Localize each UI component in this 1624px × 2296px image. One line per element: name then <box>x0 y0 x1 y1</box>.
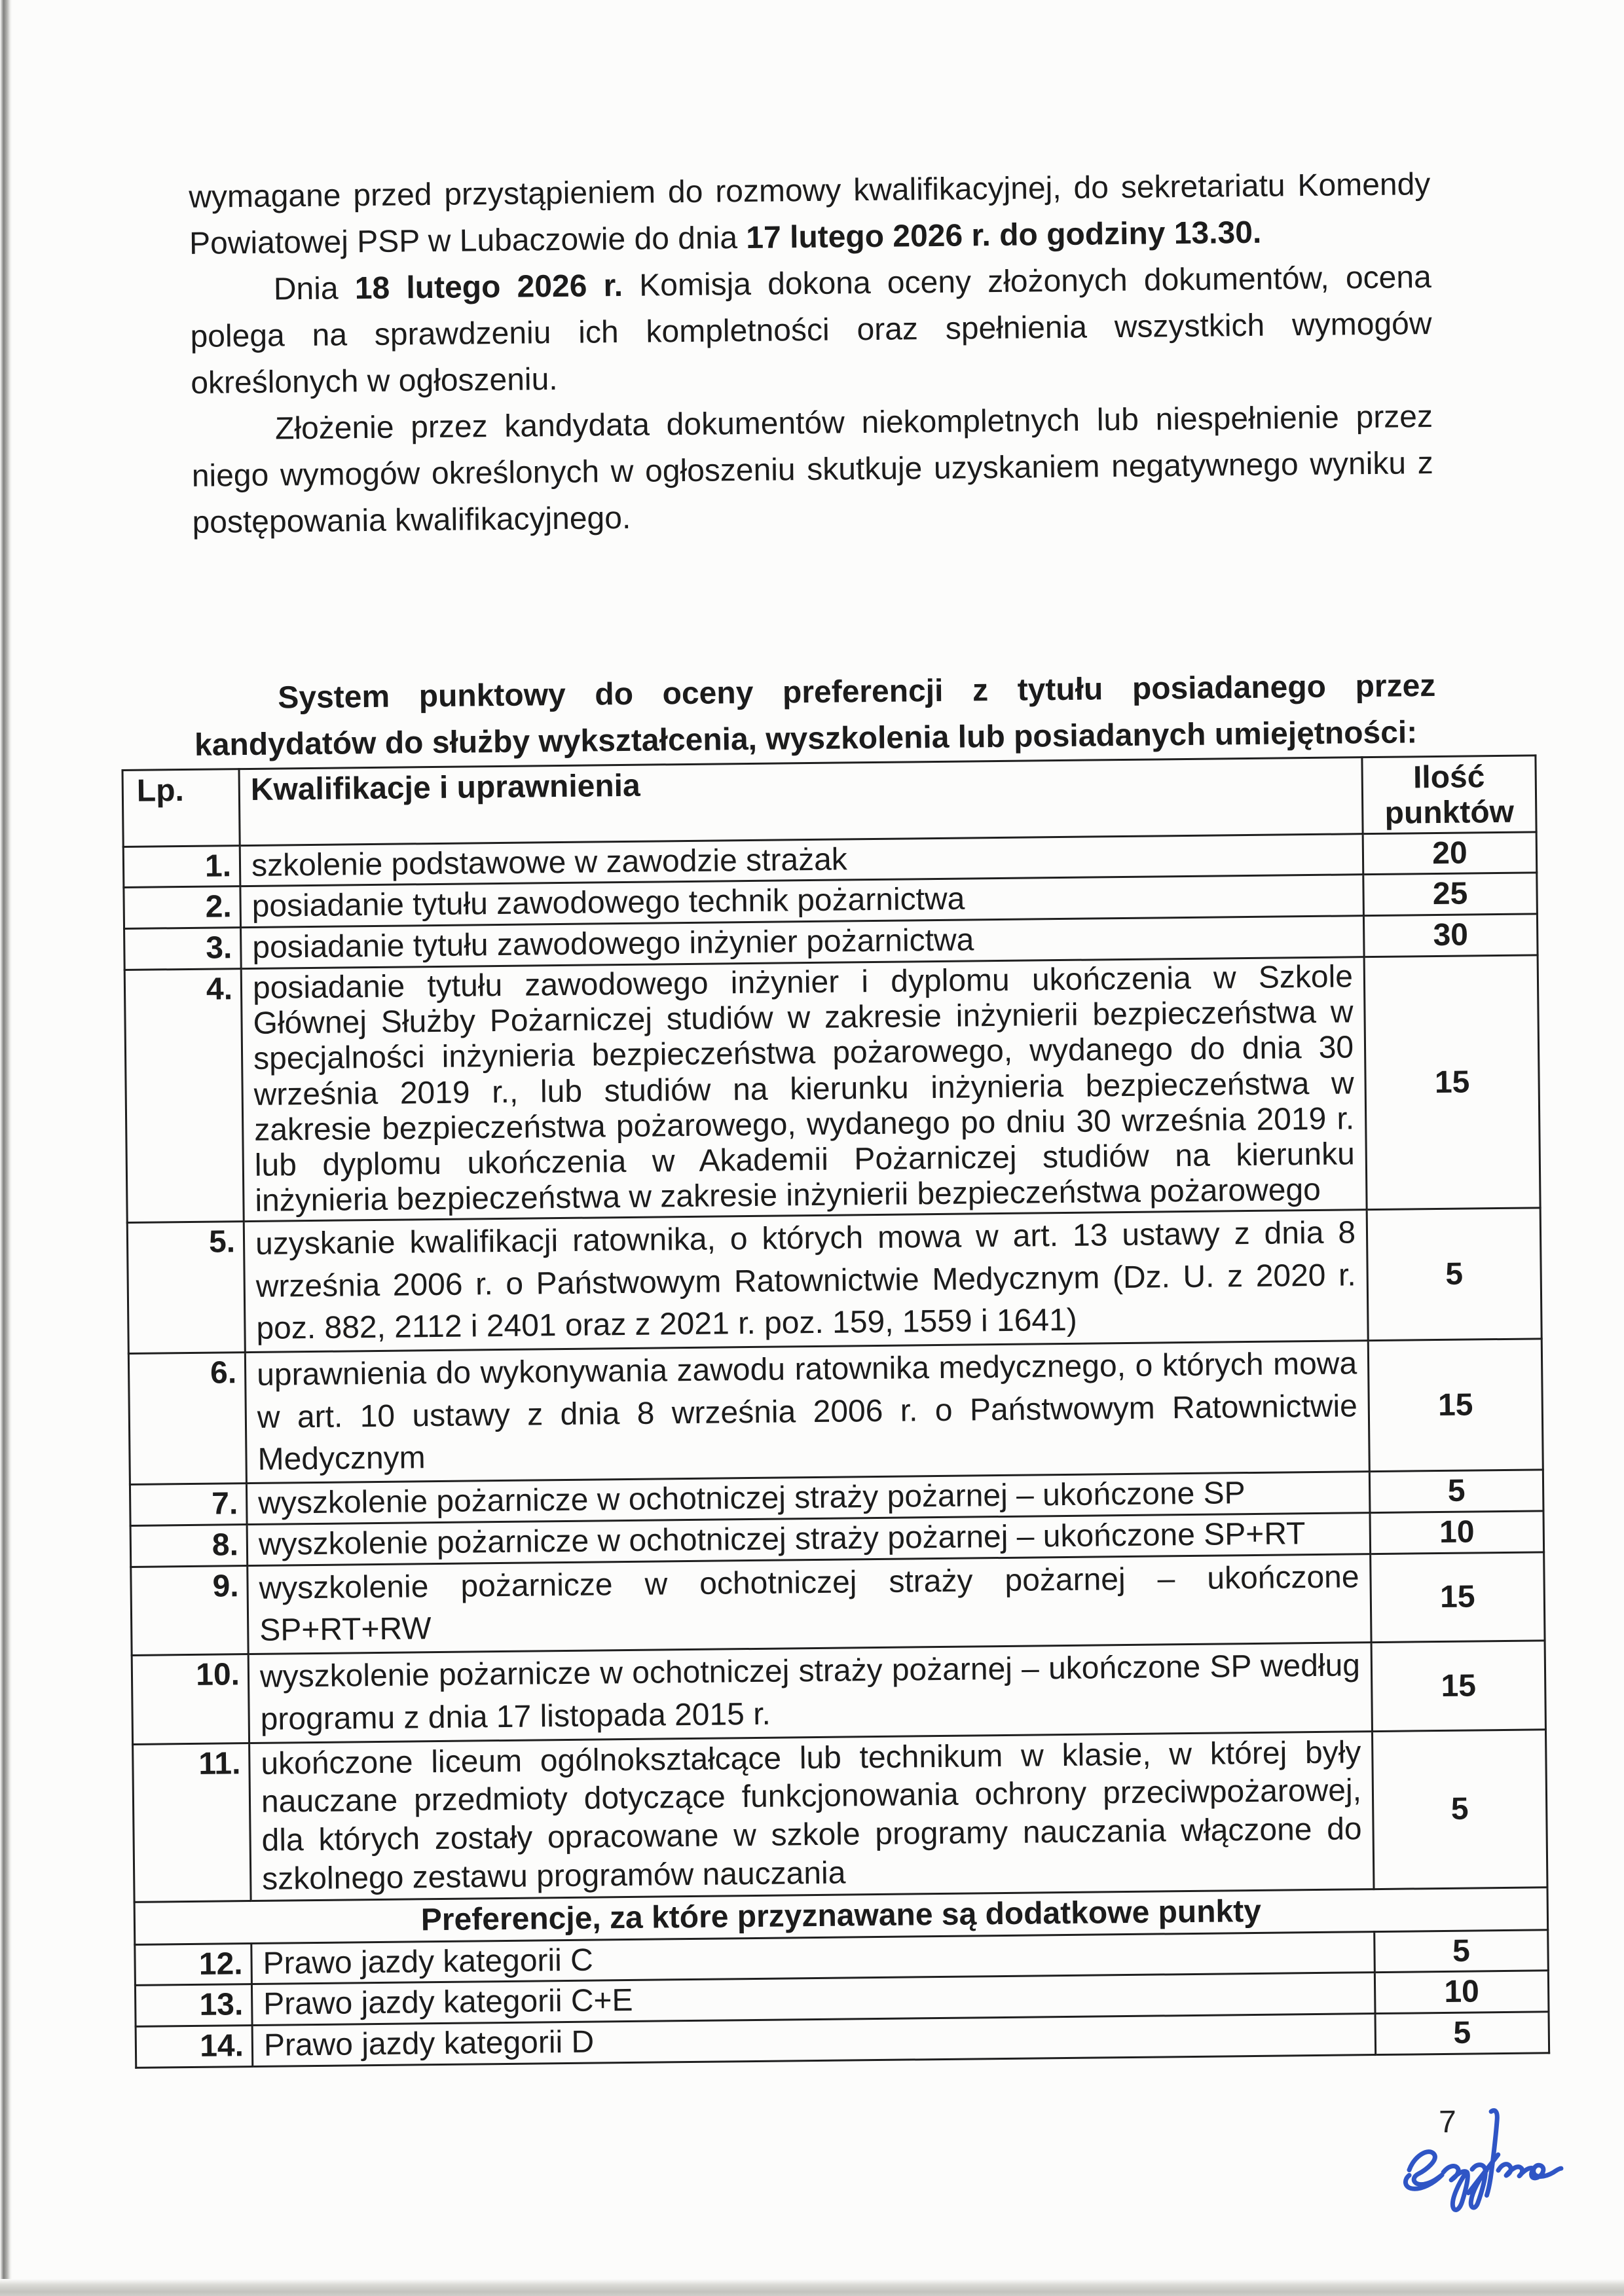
row-qualification: posiadanie tytułu zawodowego inżynier pożarnictwa <box>241 916 1365 969</box>
row-number: 2. <box>124 886 241 929</box>
row-qualification: Prawo jazdy kategorii C <box>251 1931 1375 1984</box>
table-header-row <box>122 756 1536 847</box>
row-qualification: wyszkolenie pożarnicze w ochotniczej straży pożarnej – ukończone SP+RT+RW <box>248 1554 1371 1654</box>
scan-edge-bottom <box>0 2279 1624 2296</box>
points-table <box>121 755 1550 2069</box>
paragraph-text: wymagane przed przystąpieniem do rozmowy kwalifikacyjnej, do sekretariatu Komendy Powiatowej PSP w Lubaczowie do dnia <box>189 167 1431 261</box>
row-points: 5 <box>1367 1208 1541 1341</box>
row-number: 1. <box>123 845 240 888</box>
row-points: 15 <box>1364 955 1540 1210</box>
signature-scribble-icon <box>1394 2105 1566 2225</box>
preferences-section-header: Preferencje, za które przyznawane są dodatkowe punkty <box>134 1887 1548 1944</box>
row-points: 10 <box>1375 1971 1549 2013</box>
paragraph-text: Złożenie przez kandydata dokumentów niekompletnych lub niespełnienie przez niego wymogów określonych w ogłoszeniu skutkuje uzyskaniem negatywnego wyniku z postępowania kwalifikacyjnego. <box>191 399 1433 541</box>
row-qualification: uprawnienia do wykonywania zawodu ratownika medycznego, o których mowa w art. 10 ustawy z dnia 8 września 2006 r. o Państwowym Ratownictwie Medycznym <box>245 1341 1369 1484</box>
row-qualification: wyszkolenie pożarnicze w ochotniczej straży pożarnej – ukończone SP według programu z dnia 17 listopada 2015 r. <box>248 1643 1372 1743</box>
row-qualification: wyszkolenie pożarnicze w ochotniczej straży pożarnej – ukończone SP+RT <box>247 1513 1371 1566</box>
header-points: Ilość punktów <box>1362 756 1536 833</box>
row-points: 15 <box>1368 1339 1543 1472</box>
row-qualification: ukończone liceum ogólnokształcące lub technikum w klasie, w której były nauczane przedmioty dotyczące funkcjonowania ochrony przeciwpożarowej, dla których zostały opracowane w szkole programy nauczania włączone do szkolnego zestawu programów nauczania <box>249 1732 1374 1901</box>
paragraph-text: Dnia <box>273 271 356 307</box>
row-qualification: szkolenie podstawowe w zawodzie strażak <box>240 833 1363 886</box>
row-number: 13. <box>135 1984 252 2027</box>
row-number: 3. <box>124 928 242 970</box>
paragraph-commission <box>189 254 1432 407</box>
scan-edge-left <box>0 0 12 2296</box>
deadline-date-bold: 17 lutego 2026 r. do godziny 13.30. <box>746 215 1262 256</box>
row-qualification: uzyskanie kwalifikacji ratownika, o których mowa w art. 13 ustawy z dnia 8 września 2006 r. o Państwowym Ratownictwie Medycznym (Dz. U. z 2020 r. poz. 882, 2112 i 2401 oraz z 2021 r. poz. 159, 1559 i 1641) <box>244 1210 1368 1353</box>
row-qualification: posiadanie tytułu zawodowego technik pożarnictwa <box>240 875 1364 928</box>
row-qualification: posiadanie tytułu zawodowego inżynier i dyplomu ukończenia w Szkole Głównej Służby Pożarniczej studiów w zakresie inżynierii bezpieczeństwa w specjalności inżynieria bezpieczeństwa pożarowego, wydanego do dnia 30 września 2019 r., lub studiów na kierunku inżynieria bezpieczeństwa w zakresie bezpieczeństwa pożarowego, wydanego po dniu 30 września 2019 r. lub dyplomu ukończenia w Akademii Pożarniczej studiów na kierunku inżynieria bezpieczeństwa w zakresie inżynierii bezpieczeństwa pożarowego <box>241 957 1367 1222</box>
row-number: 9. <box>131 1565 248 1655</box>
row-points: 5 <box>1369 1470 1543 1512</box>
row-number: 8. <box>130 1525 248 1567</box>
paragraph-incomplete-docs <box>191 393 1434 546</box>
row-number: 7. <box>130 1484 247 1526</box>
points-system-heading: System punktowy do oceny preferencji z tytułu posiadanego przez kandydatów do służby wykształcenia, wyszkolenia lub posiadanych umiejętności: <box>194 668 1436 763</box>
page-number: 7 <box>1438 2104 1457 2140</box>
row-points: 10 <box>1370 1511 1544 1554</box>
table-row <box>128 1339 1543 1485</box>
row-qualification: Prawo jazdy kategorii D <box>252 2014 1376 2067</box>
table-row <box>132 1641 1545 1744</box>
row-points: 30 <box>1363 914 1538 957</box>
row-number: 4. <box>124 968 244 1222</box>
row-points: 15 <box>1371 1552 1545 1643</box>
document-body <box>115 160 1548 2068</box>
row-qualification: Prawo jazdy kategorii C+E <box>251 1973 1375 2026</box>
header-lp: Lp. <box>122 769 240 847</box>
row-number: 14. <box>136 2026 253 2068</box>
row-points: 5 <box>1375 1930 1549 1973</box>
table-row <box>127 1208 1541 1354</box>
row-number: 5. <box>127 1222 245 1354</box>
row-number: 10. <box>132 1654 249 1744</box>
row-number: 6. <box>128 1353 246 1485</box>
paragraph-text: Komisja dokona oceny złożonych dokumentów, ocena polega na sprawdzeniu ich kompletności oraz spełnienia wszystkich wymogów określonych w ogłoszeniu. <box>190 260 1432 401</box>
row-points: 5 <box>1372 1730 1547 1889</box>
row-number: 11. <box>133 1743 251 1902</box>
table-row <box>133 1730 1547 1903</box>
row-qualification: wyszkolenie pożarnicze w ochotniczej straży pożarnej – ukończone SP <box>246 1472 1370 1525</box>
row-points: 15 <box>1371 1641 1545 1731</box>
row-points: 20 <box>1363 832 1537 875</box>
table-row <box>124 955 1540 1223</box>
row-points: 5 <box>1375 2012 1549 2054</box>
header-qualifications: Kwalifikacje i uprawnienia <box>239 757 1363 845</box>
review-date-bold: 18 lutego 2026 r. <box>354 268 623 306</box>
table-row <box>131 1552 1545 1656</box>
paragraph-deadline <box>189 161 1431 267</box>
row-points: 25 <box>1363 873 1538 915</box>
row-number: 12. <box>135 1943 252 1986</box>
